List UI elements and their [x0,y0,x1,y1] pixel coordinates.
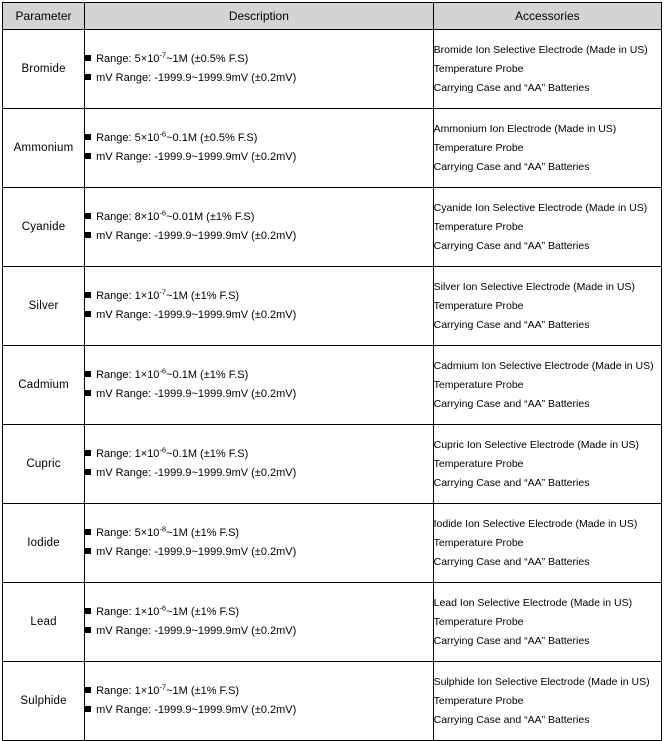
header-parameter: Parameter [3,3,85,30]
accessories-cell [433,188,661,267]
mv-range-text: mV Range: -1999.9~1999.9mV (±0.2mV) [96,230,297,242]
range-exponent: -6 [159,603,167,613]
range-line [85,208,433,227]
mv-range-text: mV Range: -1999.9~1999.9mV (±0.2mV) [96,388,297,400]
description-cell [85,188,434,267]
bullet-icon [85,450,91,456]
mv-range-line [85,385,433,404]
range-exponent: -6 [159,129,167,139]
range-mult: ×10 [140,369,160,381]
range-exponent: -6 [159,208,167,218]
parameter-name: Sulphide [3,662,85,741]
range-suffix: ~1M (±1% F.S) [166,685,240,697]
bullet-icon [85,469,91,475]
range-prefix: Range: 1 [96,685,141,697]
accessory-item: Carrying Case and “AA” Batteries [433,634,590,647]
accessory-item: Cadmium Ion Selective Electrode (Made in US) [433,359,654,372]
parameter-name: Cadmium [3,346,85,425]
table-row [3,267,662,346]
accessory-item: Bromide Ion Selective Electrode (Made in US) [433,43,648,56]
range-suffix: ~1M (±0.5% F.S) [166,53,249,65]
range-line [85,129,433,148]
accessory-item: Silver Ion Selective Electrode (Made in US) [433,280,635,293]
mv-range-line [85,543,433,562]
range-suffix: ~1M (±1% F.S) [166,606,240,618]
parameter-name: Cupric [3,425,85,504]
bullet-icon [85,311,91,317]
description-cell [85,662,434,741]
mv-range-text: mV Range: -1999.9~1999.9mV (±0.2mV) [96,309,297,321]
accessories-cell [433,662,661,741]
range-line [85,682,433,701]
accessories-cell [433,267,661,346]
accessory-item: Carrying Case and “AA” Batteries [433,476,590,489]
accessory-item: Ammonium Ion Electrode (Made in US) [433,122,617,135]
range-prefix: Range: 1 [96,448,141,460]
header-row [3,3,662,30]
bullet-icon [85,371,91,377]
header-accessories: Accessories [433,3,661,30]
accessory-item: Carrying Case and “AA” Batteries [433,555,590,568]
table-header [3,3,662,30]
range-line [85,287,433,306]
range-suffix: ~0.1M (±0.5% F.S) [166,132,258,144]
specification-table [2,2,662,741]
accessory-item: Cupric Ion Selective Electrode (Made in US) [433,438,640,451]
table-body [3,30,662,741]
bullet-icon [85,390,91,396]
range-exponent: -8 [159,524,167,534]
range-suffix: ~0.1M (±1% F.S) [166,448,249,460]
accessory-item: Temperature Probe [433,378,524,391]
mv-range-text: mV Range: -1999.9~1999.9mV (±0.2mV) [96,625,297,637]
header-description: Description [85,3,434,30]
range-prefix: Range: 5 [96,53,141,65]
description-cell [85,504,434,583]
accessory-item: Lead Ion Selective Electrode (Made in US) [433,596,633,609]
table-row [3,30,662,109]
description-cell [85,346,434,425]
description-cell [85,30,434,109]
range-suffix: ~1M (±1% F.S) [166,290,240,302]
table-row [3,504,662,583]
range-mult: ×10 [140,606,160,618]
range-line [85,366,433,385]
parameter-name: Bromide [3,30,85,109]
description-cell [85,109,434,188]
range-suffix: ~0.01M (±1% F.S) [166,211,255,223]
range-suffix: ~0.1M (±1% F.S) [166,369,249,381]
mv-range-line [85,69,433,88]
accessories-cell [433,583,661,662]
accessory-item: Carrying Case and “AA” Batteries [433,713,590,726]
range-prefix: Range: 1 [96,369,141,381]
mv-range-line [85,622,433,641]
range-exponent: -6 [159,445,167,455]
table-row [3,662,662,741]
parameter-name: Iodide [3,504,85,583]
accessory-item: Temperature Probe [433,62,524,75]
bullet-icon [85,213,91,219]
mv-range-text: mV Range: -1999.9~1999.9mV (±0.2mV) [96,546,297,558]
accessory-item: Temperature Probe [433,220,524,233]
accessories-cell [433,30,661,109]
range-line [85,445,433,464]
range-exponent: -7 [159,50,167,60]
accessory-item: Temperature Probe [433,536,524,549]
mv-range-text: mV Range: -1999.9~1999.9mV (±0.2mV) [96,151,297,163]
range-prefix: Range: 5 [96,132,141,144]
parameter-name: Silver [3,267,85,346]
accessory-item: Iodide Ion Selective Electrode (Made in US) [433,517,638,530]
range-mult: ×10 [140,448,160,460]
bullet-icon [85,292,91,298]
accessory-item: Temperature Probe [433,615,524,628]
accessory-item: Carrying Case and “AA” Batteries [433,160,590,173]
range-mult: ×10 [140,53,160,65]
accessories-cell [433,109,661,188]
range-prefix: Range: 5 [96,527,141,539]
bullet-icon [85,232,91,238]
range-prefix: Range: 8 [96,211,141,223]
accessory-item: Temperature Probe [433,694,524,707]
bullet-icon [85,687,91,693]
description-cell [85,425,434,504]
bullet-icon [85,55,91,61]
accessories-cell [433,346,661,425]
range-mult: ×10 [140,685,160,697]
accessory-item: Carrying Case and “AA” Batteries [433,81,590,94]
accessory-item: Temperature Probe [433,141,524,154]
bullet-icon [85,134,91,140]
accessory-item: Carrying Case and “AA” Batteries [433,397,590,410]
mv-range-line [85,464,433,483]
parameter-name: Ammonium [3,109,85,188]
range-line [85,603,433,622]
table-row [3,583,662,662]
accessory-item: Cyanide Ion Selective Electrode (Made in US) [433,201,648,214]
description-cell [85,267,434,346]
range-exponent: -7 [159,287,167,297]
accessories-cell [433,504,661,583]
bullet-icon [85,548,91,554]
range-mult: ×10 [140,290,160,302]
range-prefix: Range: 1 [96,606,141,618]
description-cell [85,583,434,662]
table-row [3,188,662,267]
accessory-item: Carrying Case and “AA” Batteries [433,239,590,252]
range-exponent: -7 [159,682,167,692]
range-line [85,524,433,543]
bullet-icon [85,74,91,80]
range-exponent: -6 [159,366,167,376]
parameter-name: Cyanide [3,188,85,267]
accessory-item: Temperature Probe [433,457,524,470]
range-mult: ×10 [140,527,160,539]
mv-range-line [85,227,433,246]
table-row [3,109,662,188]
bullet-icon [85,608,91,614]
table-row [3,346,662,425]
mv-range-line [85,306,433,325]
table-row [3,425,662,504]
mv-range-line [85,148,433,167]
mv-range-text: mV Range: -1999.9~1999.9mV (±0.2mV) [96,704,297,716]
parameter-name: Lead [3,583,85,662]
range-prefix: Range: 1 [96,290,141,302]
accessory-item: Sulphide Ion Selective Electrode (Made in US) [433,675,650,688]
accessory-item: Temperature Probe [433,299,524,312]
bullet-icon [85,627,91,633]
mv-range-text: mV Range: -1999.9~1999.9mV (±0.2mV) [96,72,297,84]
range-suffix: ~1M (±1% F.S) [166,527,240,539]
range-line [85,50,433,69]
range-mult: ×10 [140,132,160,144]
mv-range-line [85,701,433,720]
bullet-icon [85,529,91,535]
accessory-item: Carrying Case and “AA” Batteries [433,318,590,331]
bullet-icon [85,706,91,712]
bullet-icon [85,153,91,159]
mv-range-text: mV Range: -1999.9~1999.9mV (±0.2mV) [96,467,297,479]
range-mult: ×10 [140,211,160,223]
accessories-cell [433,425,661,504]
